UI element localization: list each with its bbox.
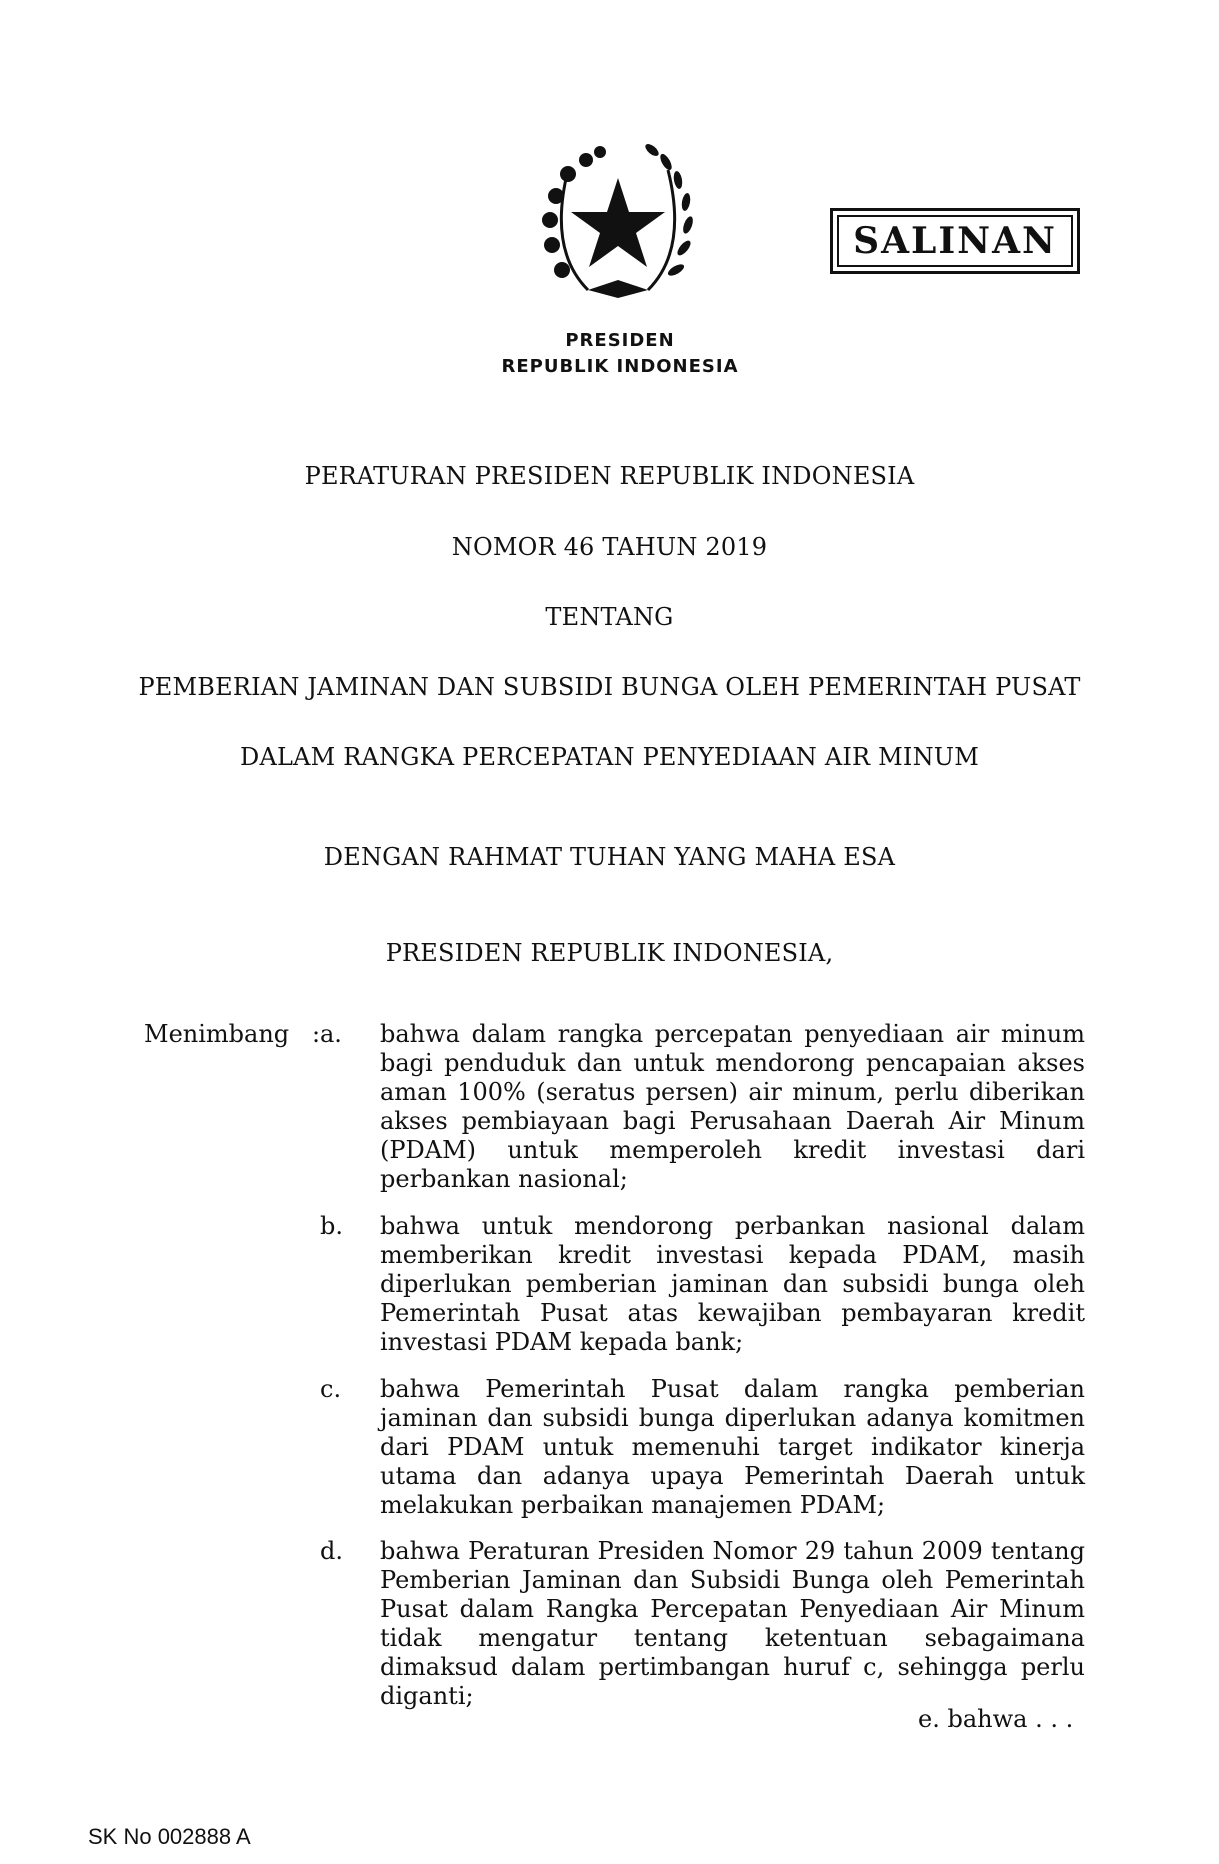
regulation-subject-line2: DALAM RANGKA PERCEPATAN PENYEDIAAN AIR MINUM (240, 743, 979, 771)
garuda-star-emblem-icon (528, 130, 708, 305)
issuer: PRESIDEN REPUBLIK INDONESIA, (385, 939, 834, 967)
seal-caption-presiden: PRESIDEN (565, 330, 675, 351)
clause-text: bahwa untuk mendorong perbankan nasional dalam memberikan kredit investasi kepada PDAM, masih diperlukan pemberian jaminan dan subsidi bunga oleh Pemerintah Pusat atas kewajiban pembayaran kredit investasi PDAM kepada bank; (380, 1212, 1085, 1356)
salinan-stamp (830, 208, 1080, 274)
clause-text: bahwa Peraturan Presiden Nomor 29 tahun 2009 tentang Pemberian Jaminan dan Subsidi Bunga oleh Pemerintah Pusat dalam Rangka Percepatan Penyediaan Air Minum tidak mengatur tentang ketentuan sebagaimana dimaksud dalam pertimbangan huruf c, sehingga perlu diganti; (380, 1537, 1085, 1710)
document-code: SK No 002888 A (88, 1824, 251, 1849)
menimbang-label: Menimbang (144, 1020, 290, 1048)
clause-letter: c. (320, 1375, 342, 1403)
page-continuation: e. bahwa . . . (918, 1705, 1074, 1733)
menimbang-colon: : (312, 1020, 321, 1048)
invocation: DENGAN RAHMAT TUHAN YANG MAHA ESA (323, 843, 896, 871)
regulation-subject-line1: PEMBERIAN JAMINAN DAN SUBSIDI BUNGA OLEH PEMERINTAH PUSAT (138, 673, 1081, 701)
clause-text: bahwa Pemerintah Pusat dalam rangka pemberian jaminan dan subsidi bunga diperlukan adanya komitmen dari PDAM untuk memenuhi target indikator kinerja utama dan adanya upaya Pemerintah Daerah untuk melakukan perbaikan manajemen PDAM; (380, 1375, 1085, 1519)
clause-letter: a. (320, 1020, 342, 1048)
regulation-about: TENTANG (545, 603, 674, 631)
stamp-label: SALINAN (837, 215, 1073, 267)
clause-letter: d. (320, 1537, 343, 1565)
regulation-number: NOMOR 46 TAHUN 2019 (451, 533, 768, 561)
clause-letter: b. (320, 1212, 343, 1240)
clause-text: bahwa dalam rangka percepatan penyediaan air minum bagi penduduk dan untuk mendorong pencapaian akses aman 100% (seratus persen) air minum, perlu diberikan akses pembiayaan bagi Perusahaan Daerah Air Minum (PDAM) untuk memperoleh kredit investasi dari perbankan nasional; (380, 1020, 1085, 1193)
seal-caption-republik: REPUBLIK INDONESIA (501, 356, 739, 377)
regulation-title: PERATURAN PRESIDEN REPUBLIK INDONESIA (304, 462, 915, 490)
